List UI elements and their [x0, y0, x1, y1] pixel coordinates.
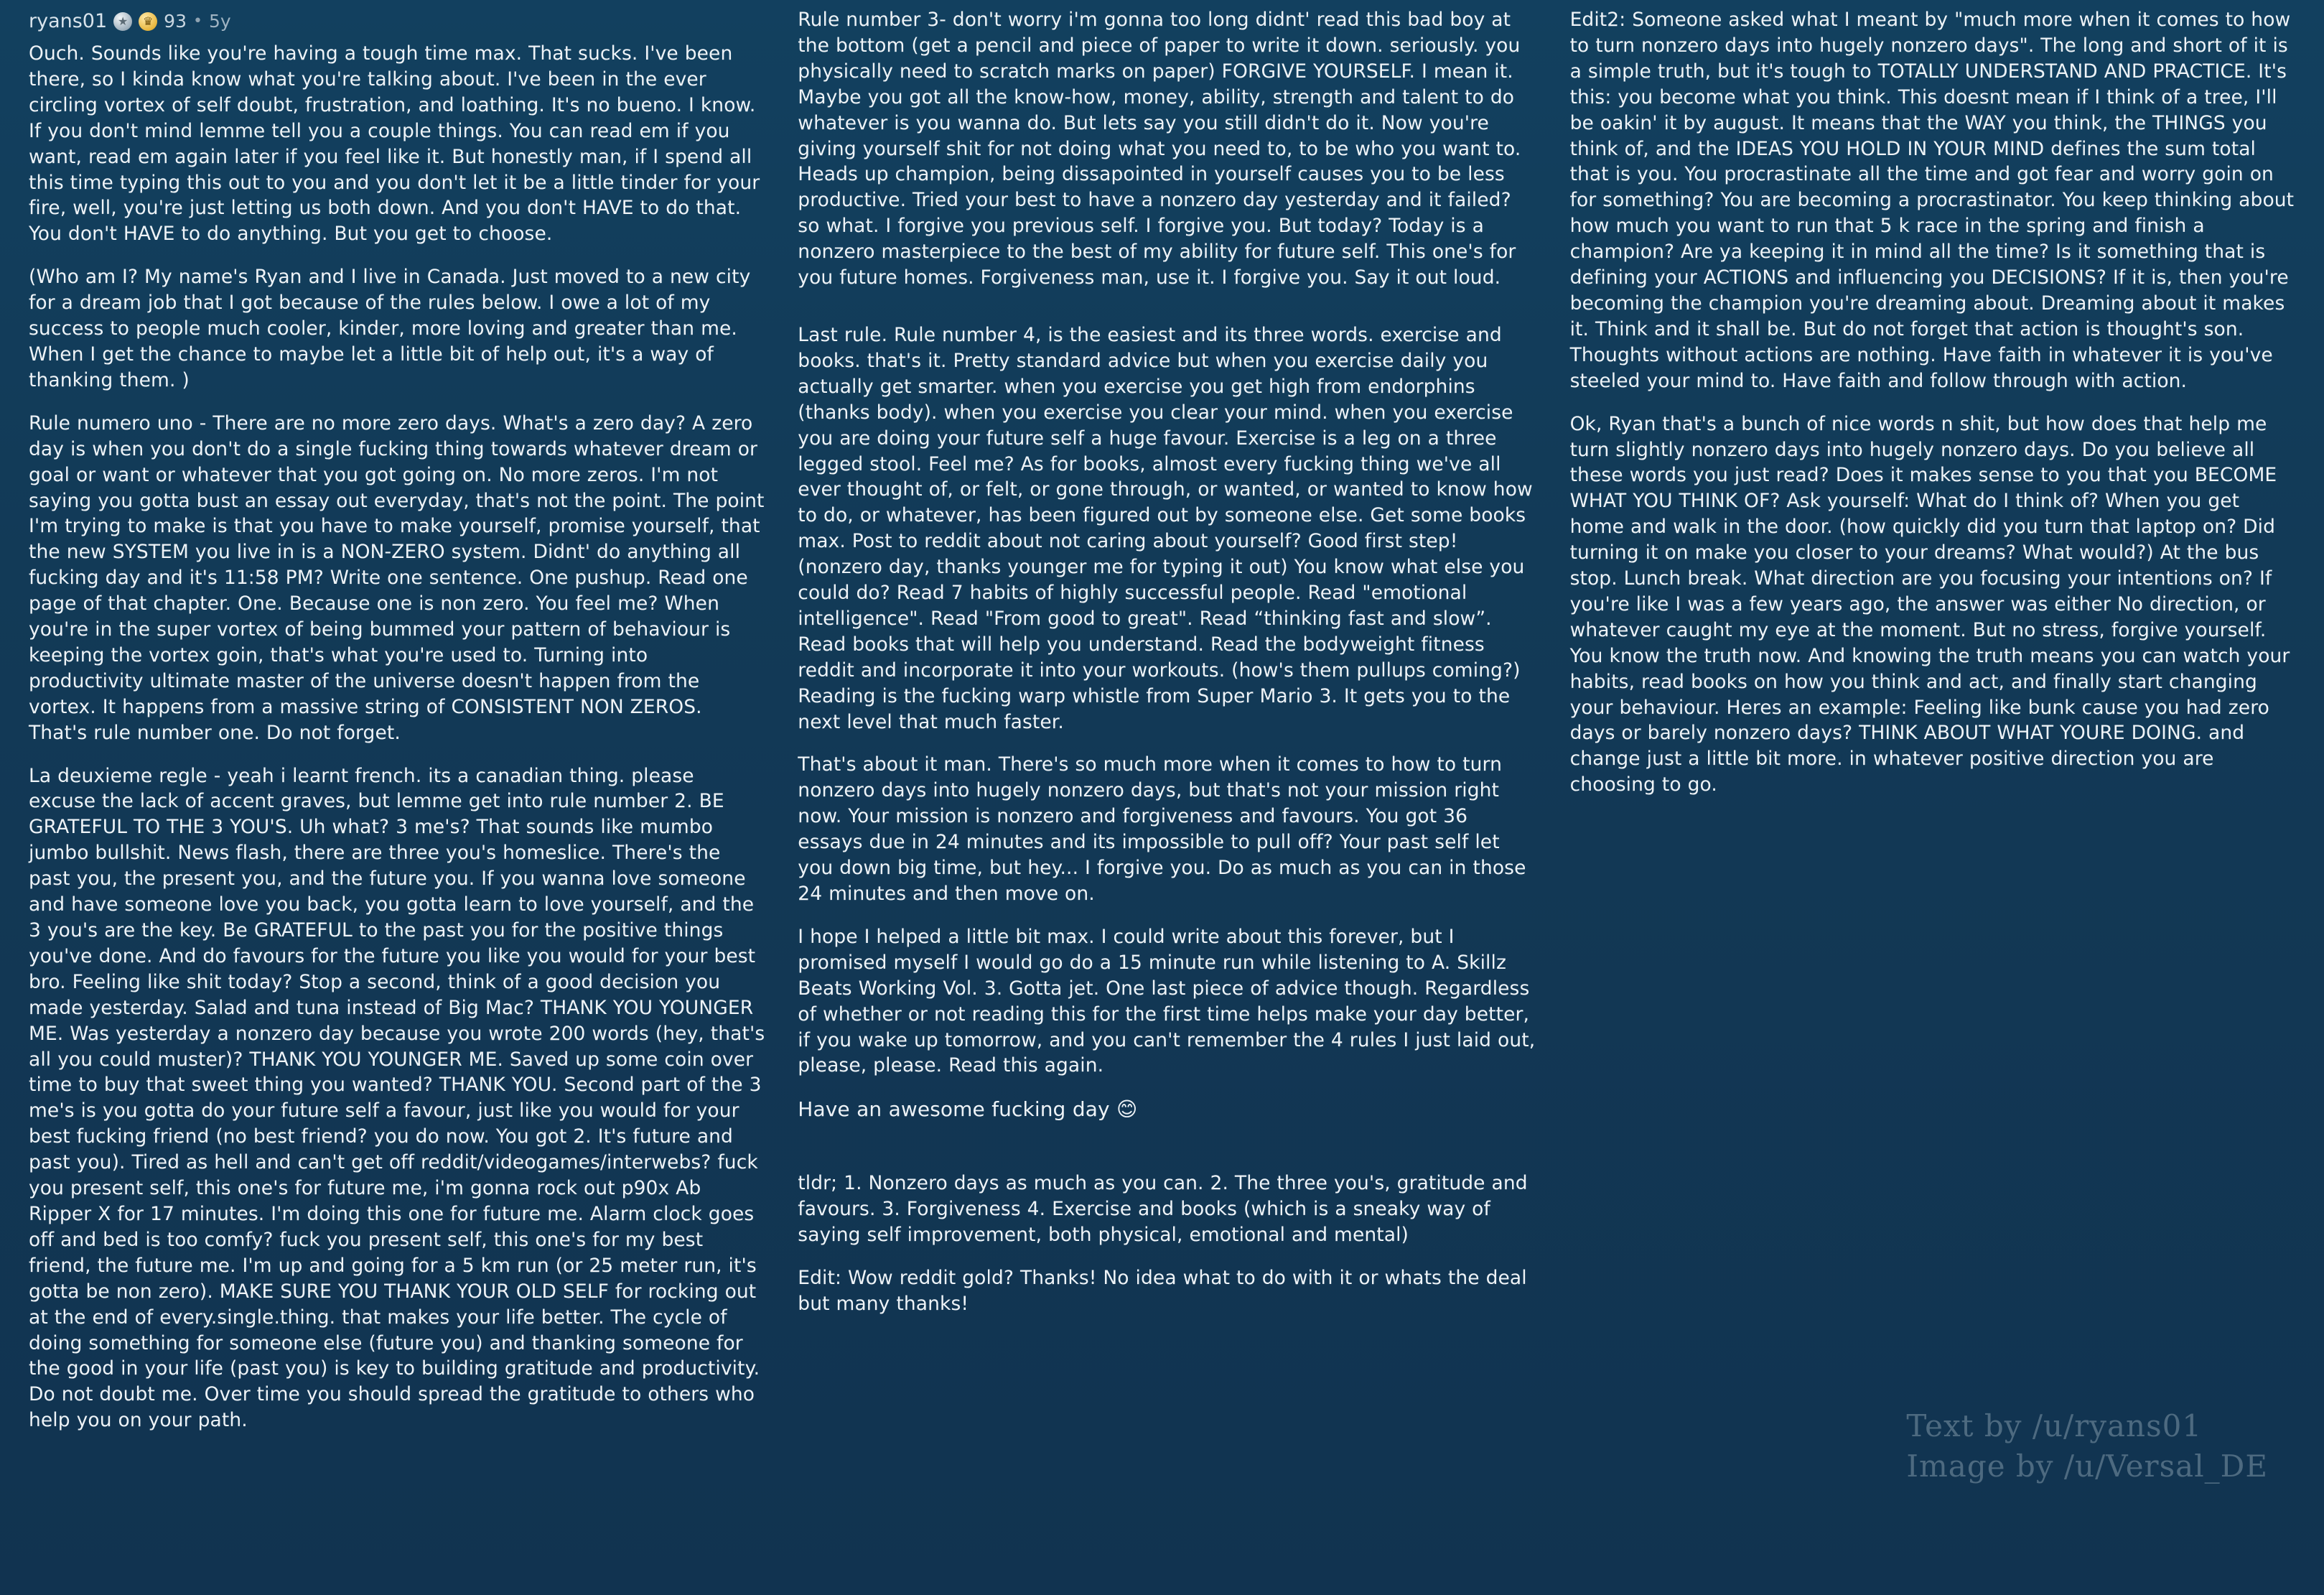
paragraph: Last rule. Rule number 4, is the easiest and its three words. exercise and books. that's it. Pretty standard advice but when you exercise daily you actually get smarter. when you exercise you get high from endorphins (thanks body). when you exercise you clear your mind. when you exercise you are doing your future self a huge favour. Exercise is a leg on a three legged stool. Feel me? As for books, almost every fucking thing we've all ever thought of, or felt, or gone through, or wanted, or wanted to know how to do, or whatever, has been figured out by someone else. Get some books max. Post to reddit about not caring about yourself? Good first step! (nonzero day, thanks younger me for typing it out) You know what else you could do? Read 7 habits of highly successful people. Read "emotional intelligence". Read "From good to great". Read “thinking fast and slow”. Read books that will help you understand. Read the bodyweight fitness reddit and incorporate it into your workouts. (how's them pullups coming?) Reading is the fucking warp whistle from Super Mario 3. It gets you to the next level that much faster. [798, 323, 1533, 733]
paragraph-edit2: Edit2: Someone asked what I meant by "much more when it comes to how to turn nonzero days into hugely nonzero days". The long and short of it is a simple truth, but it's tough to TOTALLY UNDERSTAND AND PRACTICE. It's this: you become what you think. This doesnt mean if I think of a tree, I'll be oakin' it by august. It means that the WAY you think, the THINGS you think of, and the IDEAS YOU HOLD IN YOUR MIND defines the sum total that is you. You procrastinate all the time and got fear and worry goin on for something? You are becoming a procrastinator. You keep thinking about how much you want to run that 5 k race in the spring and finish a champion? Are ya keeping it in mind all the time? Is it something that is defining your ACTIONS and influencing you DECISIONS? If it is, then you're becoming the champion you're dreaming about. Dreaming about it makes it. Think and it shall be. But do not forget that action is thought's son. Thoughts without actions are nothing. Have faith in whatever it is you've steeled your mind to. Have faith and follow through with action. [1569, 9, 2295, 392]
watermark-text-credit: Text by /u/ryans01 [1906, 1408, 2203, 1443]
post-age: 5y [208, 11, 231, 32]
paragraph: Rule number 3- don't worry i'm gonna too long didnt' read this bad boy at the bottom (get a pencil and piece of paper to write it down. seriously. you physically need to scratch marks on paper) FORGIVE YOURSELF. I mean it. Maybe you got all the know-how, money, ability, strength and talent to do whatever is you wanna do. But lets say you still didn't do it. Now you're giving yourself shit for not doing what you need to, to be who you want to. Heads up champion, being dissapointed in yourself causes you to be less productive. Tried your best to have a nonzero day yesterday and it failed? so what. I forgive you previous self. I forgive you. But today? Today is a nonzero masterpiece to the best of my ability for future self. This one's for you future homes. Forgiveness man, use it. I forgive you. Say it out loud. [798, 9, 1521, 289]
paragraph-edit: Edit: Wow reddit gold? Thanks! No idea what to do with it or whats the deal but many thanks! [798, 1267, 1527, 1315]
gold-award-icon: ♛ [139, 12, 157, 31]
column-right [1557, 7, 2311, 1595]
award-count: 93 [164, 11, 187, 32]
silver-award-icon: ★ [113, 12, 132, 31]
byline-separator: • [192, 11, 202, 30]
paragraph: Ok, Ryan that's a bunch of nice words n shit, but how does that help me turn slightly nonzero days into hugely nonzero days. Do you believe all these words you just read? Does it makes sense to you that you BECOME WHAT YOU THINK OF? Ask yourself: What do I think of? When you get home and walk in the door. (how quickly did you turn that laptop on? Did turning it on make you closer to your dreams? What would?) At the bus stop. Lunch break. What direction are you focusing your intentions on? If you're like I was a few years ago, the answer was either No direction, or whatever caught my eye at the moment. But no stress, forgive yourself. You know the truth now. And knowing the truth means you can watch your habits, read books on how you think and act, and finally start changing your behaviour. Heres an example: Feeling like bunk cause you had zero days or barely nonzero days? THINK ABOUT WHAT YOURE DOING. and change just a little bit more. in whatever positive direction you are choosing to go. [1569, 412, 2290, 796]
paragraph: I hope I helped a little bit max. I could write about this forever, but I promised myself I would go do a 15 minute run while listening to A. Skillz Beats Working Vol. 3. Gotta jet. One last piece of advice though. Regardless of whether or not reading this for the first time helps make your day better, if you wake up tomorrow, and you can't remember the 4 rules I just laid out, please, please. Read this again. [798, 925, 1536, 1077]
paragraph-closing: Have an awesome fucking day 😊 [798, 1097, 1138, 1122]
paragraph: La deuxieme regle - yeah i learnt french. its a canadian thing. please excuse the lack of accent graves, but lemme get into rule number 2. BE GRATEFUL TO THE 3 YOU'S. Uh what? 3 me's? That sounds like mumbo jumbo bullshit. News flash, there are three you's homeslice. There's the past you, the present you, and the future you. If you wanna love someone and have someone love you back, you gotta learn to love yourself, and the 3 you's are the key. Be GRATEFUL to the past you for the positive things you've done. And do favours for the future you like you would for your best bro. Feeling like shit today? Stop a second, think of a good decision you made yesterday. Salad and tuna instead of Big Mac? THANK YOU YOUNGER ME. Was yesterday a nonzero day because you wrote 200 words (hey, that's all you could muster)? THANK YOU YOUNGER ME. Saved up some coin over time to buy that sweet thing you wanted? THANK YOU. Second part of the 3 me's is you gotta do your future self a favour, just like you would for your best fucking friend (no best friend? you do now. You got 2. It's future and past you). Tired as hell and can't get off reddit/videogames/interwebs? fuck you present self, this one's for future me, i'm gonna rock out p90x Ab Ripper X for 17 minutes. I'm doing this one for future me. Alarm clock goes off and bed is too comfy? fuck you present self, this one's for my best friend, the future me. I'm up and going for a 5 km run (or 25 meter run, it's gotta be non zero). MAKE SURE YOU THANK YOUR OLD SELF for rocking out at the end of every.single.thing. that makes your life better. The cycle of doing something for someone else (future you) and thanking someone for the good in your life (past you) is key to building gratitude and productivity. Do not doubt me. Over time you should spread the gratitude to others who help you on your path. [29, 764, 765, 1432]
paragraph: That's about it man. There's so much more when it comes to how to turn nonzero days into hugely nonzero days, but that's not your mission right now. Your mission is nonzero and forgiveness and favours. You got 36 essays due in 24 minutes and its impossible to pull off? Your past self let you down big time, but hey... I forgive you. Do as much as you can in those 24 minutes and then move on. [798, 753, 1526, 905]
paragraph-tldr: tldr; 1. Nonzero days as much as you can. 2. The three you's, gratitude and favours. 3. Forgiveness 4. Exercise and books (which is a sneaky way of saying self improvement, both physical, emotional and mental) [798, 1172, 1528, 1247]
paragraph: Ouch. Sounds like you're having a tough time max. That sucks. I've been there, so I kinda know what you're talking about. I've been in the ever circling vortex of self doubt, frustration, and loathing. It's no bueno. I know. If you don't mind lemme tell you a couple things. You can read em if you want, read em again later if you feel like it. But honestly man, if I spend all this time typing this out to you and you don't let it be a little tinder for your fire, well, you're just letting us both down. And you don't HAVE to do that. You don't HAVE to do anything. But you get to choose. [29, 42, 760, 246]
author-username[interactable]: ryans01 [29, 10, 108, 32]
paragraph: Rule numero uno - There are no more zero days. What's a zero day? A zero day is when you don't do a single fucking thing towards whatever dream or goal or want or whatever that you got going on. No more zeros. I'm not saying you gotta bust an essay out everyday, that's not the point. The point I'm trying to make is that you have to make yourself, promise yourself, that the new SYSTEM you live in is a NON-ZERO system. Didnt' do anything all fucking day and it's 11:58 PM? Write one sentence. One pushup. Read one page of that chapter. One. Because one is non zero. You feel me? When you're in the super vortex of being bummed your pattern of behaviour is keeping the vortex goin, that's what you're used to. Turning into productivity ultimate master of the universe doesn't happen from the vortex. It happens from a massive string of CONSISTENT NON ZEROS. That's rule number one. Do not forget. [29, 411, 765, 744]
column-left [13, 7, 785, 1595]
watermark-image-credit: Image by /u/Versal_DE [1906, 1448, 2268, 1484]
post-byline [29, 11, 766, 31]
column-middle [785, 7, 1557, 1595]
paragraph: (Who am I? My name's Ryan and I live in Canada. Just moved to a new city for a dream job that I got because of the rules below. I owe a lot of my success to people much cooler, kinder, more loving and greater than me. When I get the chance to maybe let a little bit of help out, it's a way of thanking them. ) [29, 266, 751, 391]
watermark [1906, 1406, 2268, 1487]
